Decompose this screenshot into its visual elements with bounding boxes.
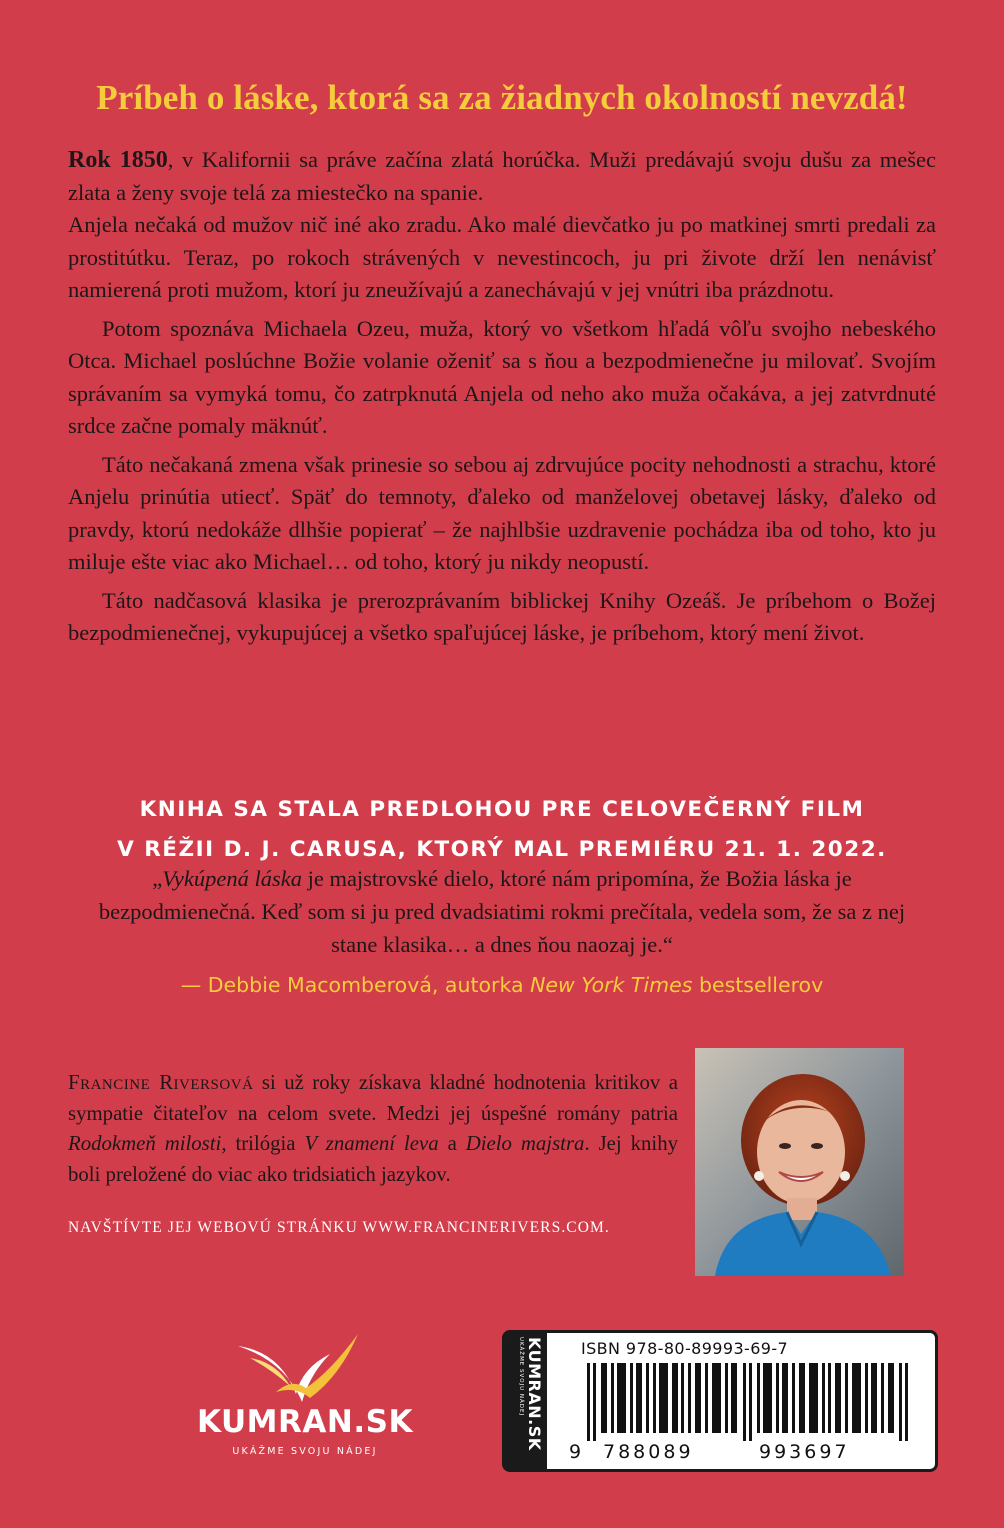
quote-author-suffix: bestsellerov [692, 973, 824, 997]
paragraph-1-text: , v Kalifornii sa práve začína zlatá horúčka. Muži predávajú svoju dušu za mešec zlata a ženy svoje telá za miestečko na spanie. [68, 147, 936, 205]
paragraph-4: Táto nečakaná zmena však prinesie so sebou aj zdrvujúce pocity nehodnosti a strachu, ktoré Anjelu prinútia utiecť. Späť do temnoty, ďaleko od manželovej obetavej lásky, ďaleko od pravdy, ktorú nedokáže dlhšie popierať – že najhlbšie uzdravenie pochádza iba od toho, kto ju miluje ešte viac ako Michael… od toho, ktorý ju nikdy neopustí. [68, 451, 936, 574]
publisher-name: KUMRAN.SK [197, 1404, 413, 1440]
quote-author-work: New York Times [530, 973, 693, 997]
film-note-line-2: V RÉŽII D. J. CARUSA, KTORÝ MAL PREMIÉRU 21. 1. 2022. [117, 837, 887, 862]
bio-work-2: V znamení leva [304, 1132, 439, 1155]
paragraph-1 [68, 144, 936, 209]
synopsis [68, 144, 936, 650]
author-portrait-icon [695, 1048, 904, 1276]
bio-text-4: . Jej knihy boli preložené do viac ako tridsiatich jazykov. [68, 1132, 678, 1186]
bio-text-3: a [438, 1132, 466, 1155]
barcode-right-digits: 993697 [759, 1441, 850, 1463]
author-bio [68, 1068, 678, 1190]
spine-publisher-tagline: UKÁŽME SVOJU NÁDEJ [518, 1337, 524, 1417]
barcode-first-digit: 9 [569, 1441, 585, 1463]
barcode-left-digits: 788089 [603, 1441, 694, 1463]
barcode-icon [577, 1363, 927, 1441]
barcode-spine [505, 1333, 547, 1469]
quote-open-mark: „ [152, 866, 163, 891]
bio-text-2: , trilógia [221, 1132, 305, 1155]
isbn-text: ISBN 978-80-89993-69-7 [581, 1339, 789, 1358]
paragraph-5: Táto nadčasová klasika je prerozprávaním biblickej Knihy Ozeáš. Je príbehom o Božej bezpodmienečnej, vykupujúcej a všetko spaľujúcej láske, je príbehom, ktorý mení život. [68, 587, 936, 645]
barcode-panel [502, 1330, 938, 1472]
spine-publisher-name: KUMRAN.SK [525, 1337, 544, 1451]
paragraph-2: Anjela nečaká od mužov nič iné ako zradu. Ako malé dievčatko ju po matkinej smrti predali za prostitútku. Teraz, po rokoch strávených v nevestincoch, ju pri živote drží len nenávisť namierená proti mužom, ktorí ju zneužívajú a zanechávajú v jej vnútri iba prázdnotu. [68, 212, 936, 302]
author-name: Francine Riversová [68, 1071, 254, 1094]
quote-author [0, 970, 1004, 1000]
year-lead: Rok 1850 [68, 147, 168, 173]
bio-work-3: Dielo majstra [465, 1132, 585, 1155]
paragraph-3: Potom spoznáva Michaela Ozeu, muža, ktorý vo všetkom hľadá vôľu svojho nebeského Otca. Michael poslúchne Božie volanie oženiť sa s ňou a bezpodmienečne ju milovať. Svojím správaním sa vymyká tomu, čo zatrpknutá Anjela od neho ako muža očakáva, a jej zatvrdnuté srdce začne pomaly mäknúť. [68, 315, 936, 438]
publisher-tagline: UKÁŽME SVOJU NÁDEJ [232, 1446, 378, 1457]
film-note [0, 790, 1004, 870]
bird-logo-icon [180, 1328, 430, 1408]
website-link[interactable]: NAVŠTÍVTE JEJ WEBOVÚ STRÁNKU WWW.FRANCINERIVERS.COM. [68, 1219, 610, 1236]
endorsement-quote [90, 862, 914, 961]
headline: Príbeh o láske, ktorá sa za žiadnych okolností nevzdá! [96, 78, 908, 117]
spine-label [513, 1337, 543, 1465]
bio-text-1: si už roky získava kladné hodnotenia kritikov a sympatie čitateľov na celom svete. Medzi jej úspešné romány patria [68, 1071, 678, 1125]
quote-book-title: Vykúpená láska [162, 866, 302, 891]
film-note-line-1: KNIHA SA STALA PREDLOHOU PRE CELOVEČERNÝ FILM [139, 797, 865, 822]
bio-work-1: Rodokmeň milosti [68, 1132, 222, 1155]
quote-author-prefix: — Debbie Macomberová, autorka [180, 973, 531, 997]
publisher-logo [180, 1328, 430, 1468]
quote-text: je majstrovské dielo, ktoré nám pripomína, že Božia láska je bezpodmienečná. Keď som si ju pred dvadsiatimi rokmi prečítala, vedela som, že sa z nej stane klasika… a dnes ňou naozaj je.“ [98, 866, 906, 957]
author-photo [695, 1048, 904, 1276]
